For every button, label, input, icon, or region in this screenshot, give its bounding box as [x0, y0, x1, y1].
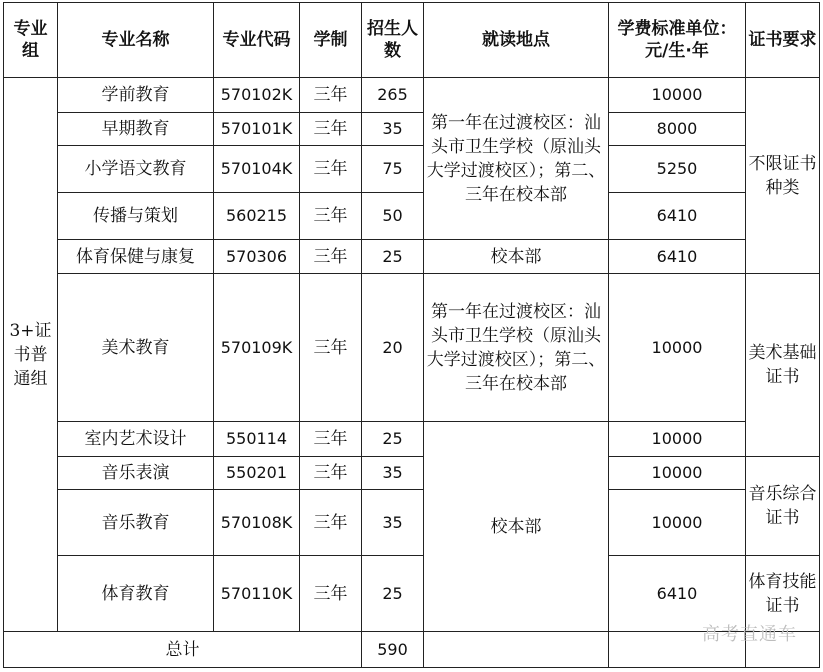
major-name: 体育保健与康复: [58, 240, 214, 274]
major-code: 560215: [214, 193, 300, 240]
total-label: 总计: [4, 632, 362, 668]
enroll-count: 265: [362, 78, 424, 113]
watermark: 高考直通车: [702, 624, 797, 645]
fee: 6410: [609, 556, 746, 632]
table-row: [4, 422, 820, 457]
major-name: 小学语文教育: [58, 146, 214, 193]
header-code: 专业代码: [214, 3, 300, 78]
fee: 10000: [609, 422, 746, 457]
cert-any: 不限证书种类: [746, 78, 820, 274]
header-fee: 学费标准单位：元/生·年: [609, 3, 746, 78]
header-name: 专业名称: [58, 3, 214, 78]
major-code: 570101K: [214, 113, 300, 146]
enroll-count: 75: [362, 146, 424, 193]
major-code: 570109K: [214, 274, 300, 422]
empty-cell: [424, 632, 609, 668]
major-name: 音乐教育: [58, 490, 214, 556]
table-row: [4, 556, 820, 632]
major-name: 传播与策划: [58, 193, 214, 240]
cert-music: 音乐综合证书: [746, 457, 820, 556]
cert-sports: 体育技能证书: [746, 556, 820, 632]
enroll-count: 50: [362, 193, 424, 240]
fee: 8000: [609, 113, 746, 146]
table-row: [4, 78, 820, 113]
enroll-count: 35: [362, 490, 424, 556]
major-name: 早期教育: [58, 113, 214, 146]
header-enroll: 招生人数: [362, 3, 424, 78]
location-transition: 第一年在过渡校区：汕头市卫生学校（原汕头大学过渡校区）；第二、三年在校本部: [424, 274, 609, 422]
enroll-count: 35: [362, 457, 424, 490]
fee: 10000: [609, 78, 746, 113]
duration: 三年: [300, 274, 362, 422]
major-code: 570108K: [214, 490, 300, 556]
major-name: 美术教育: [58, 274, 214, 422]
enrollment-table: [3, 2, 820, 668]
location-main: 校本部: [424, 422, 609, 632]
header-location: 就读地点: [424, 3, 609, 78]
duration: 三年: [300, 422, 362, 457]
duration: 三年: [300, 193, 362, 240]
major-name: 体育教育: [58, 556, 214, 632]
major-code: 550201: [214, 457, 300, 490]
duration: 三年: [300, 556, 362, 632]
duration: 三年: [300, 490, 362, 556]
header-duration: 学制: [300, 3, 362, 78]
header-cert: 证书要求: [746, 3, 820, 78]
fee: 6410: [609, 240, 746, 274]
header-group: 专业组: [4, 3, 58, 78]
total-value: 590: [362, 632, 424, 668]
table-row: [4, 457, 820, 490]
enroll-count: 25: [362, 556, 424, 632]
major-code: 570104K: [214, 146, 300, 193]
fee: 5250: [609, 146, 746, 193]
major-name: 学前教育: [58, 78, 214, 113]
table-row: [4, 490, 820, 556]
major-name: 室内艺术设计: [58, 422, 214, 457]
table-row: [4, 113, 820, 146]
fee: 6410: [609, 193, 746, 240]
enroll-count: 20: [362, 274, 424, 422]
major-code: 570102K: [214, 78, 300, 113]
fee: 10000: [609, 457, 746, 490]
fee: 10000: [609, 490, 746, 556]
duration: 三年: [300, 457, 362, 490]
header-row: [4, 3, 820, 78]
fee: 10000: [609, 274, 746, 422]
table-row: [4, 240, 820, 274]
major-code: 570110K: [214, 556, 300, 632]
enroll-count: 25: [362, 240, 424, 274]
location-transition: 第一年在过渡校区：汕头市卫生学校（原汕头大学过渡校区）；第二、三年在校本部: [424, 78, 609, 240]
total-row: [4, 632, 820, 668]
major-name: 音乐表演: [58, 457, 214, 490]
duration: 三年: [300, 146, 362, 193]
location-main: 校本部: [424, 240, 609, 274]
table-row: [4, 193, 820, 240]
table-row: [4, 146, 820, 193]
major-code: 570306: [214, 240, 300, 274]
table-row: [4, 274, 820, 422]
major-code: 550114: [214, 422, 300, 457]
enroll-count: 35: [362, 113, 424, 146]
duration: 三年: [300, 240, 362, 274]
enroll-count: 25: [362, 422, 424, 457]
group-label: 3+证书普通组: [4, 78, 58, 632]
cert-art: 美术基础证书: [746, 274, 820, 457]
duration: 三年: [300, 113, 362, 146]
duration: 三年: [300, 78, 362, 113]
